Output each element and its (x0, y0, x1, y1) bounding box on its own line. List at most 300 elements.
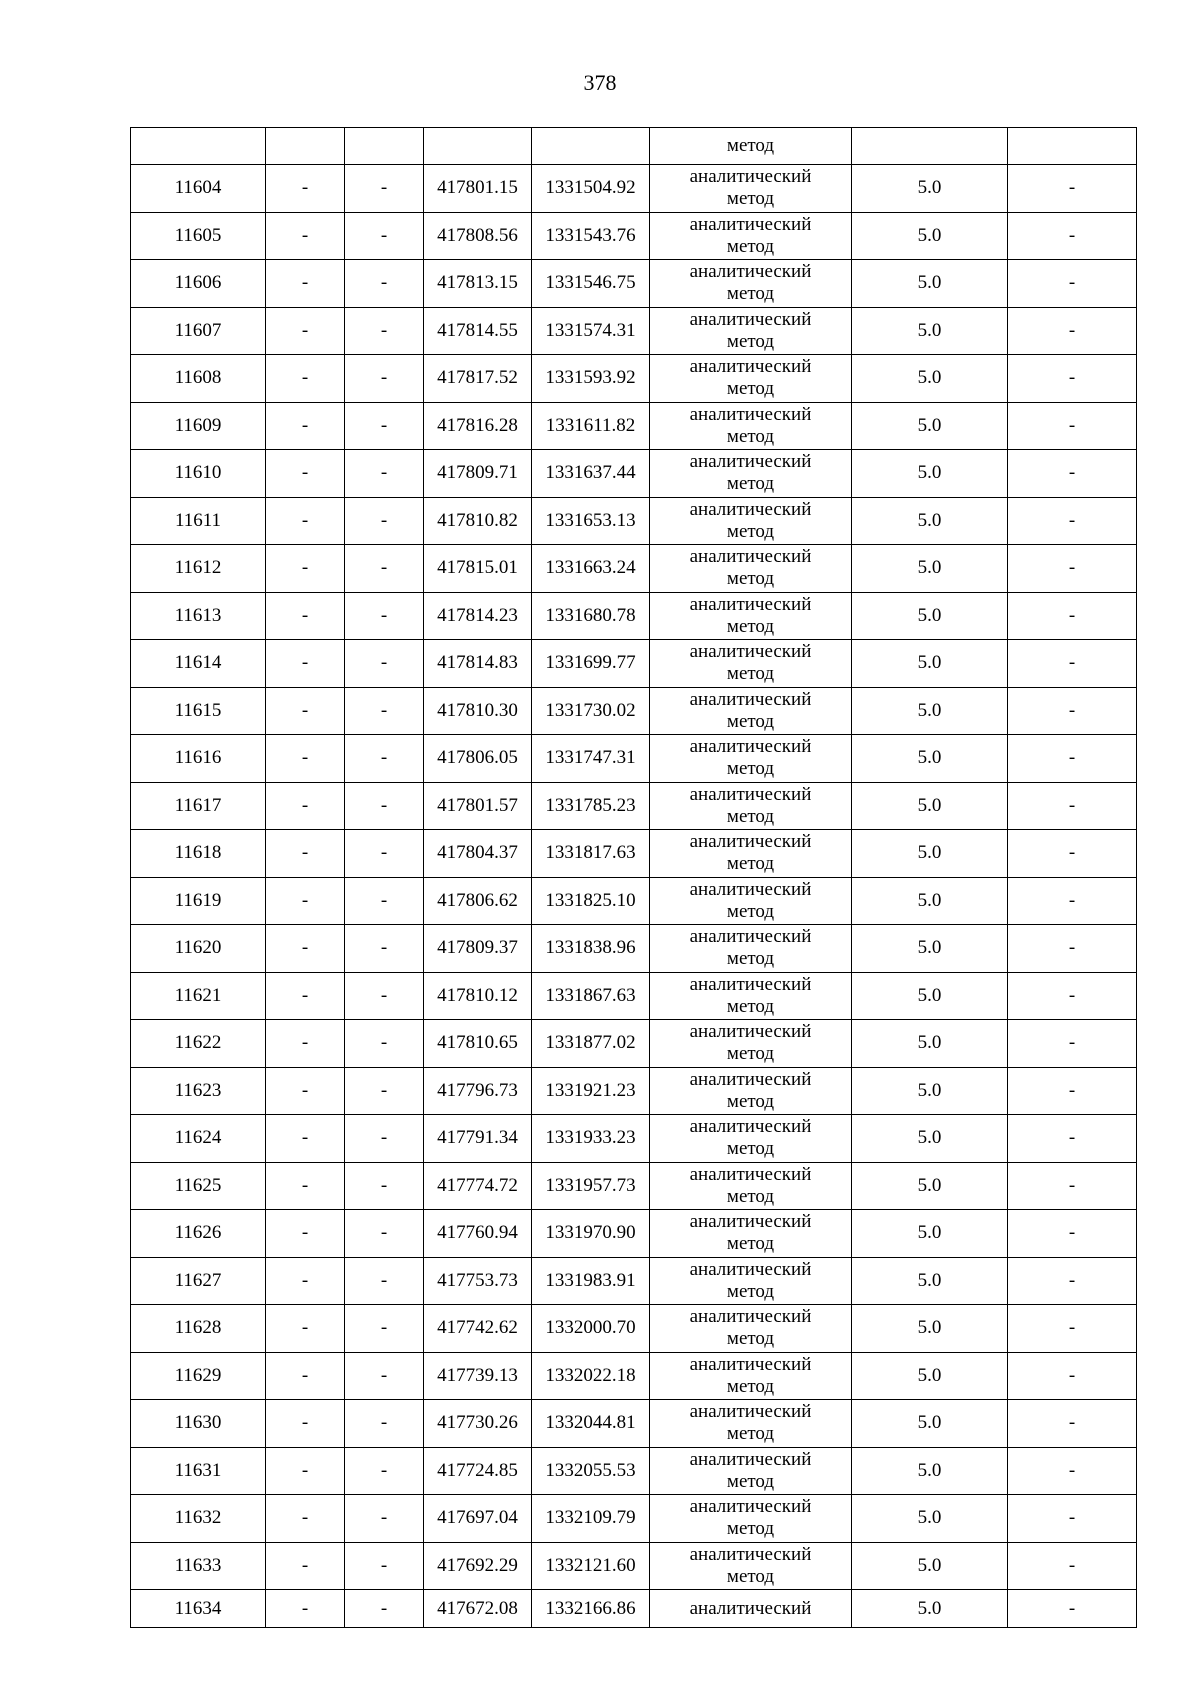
cell-accuracy: 5.0 (852, 972, 1008, 1020)
cell-accuracy: 5.0 (852, 1542, 1008, 1590)
cell-dash: - (345, 1400, 424, 1448)
cell-dash: - (345, 212, 424, 260)
table-row (131, 1067, 1137, 1115)
method-line-2: метод (726, 330, 775, 352)
cell-accuracy: 5.0 (852, 1115, 1008, 1163)
table-row (131, 830, 1137, 878)
table-row (131, 165, 1137, 213)
cell-point-number: 11623 (131, 1067, 266, 1115)
cell-dash: - (266, 260, 345, 308)
table-row (131, 307, 1137, 355)
cell-accuracy: 5.0 (852, 212, 1008, 260)
cell-dash: - (266, 972, 345, 1020)
table-row (131, 1495, 1137, 1543)
cell-method (650, 1210, 852, 1258)
table-row (131, 212, 1137, 260)
method-line-2: метод (726, 900, 775, 922)
cell-dash: - (345, 1210, 424, 1258)
cell-method (650, 1352, 852, 1400)
cell-y-coordinate: 1331663.24 (532, 545, 650, 593)
cell-dash: - (266, 212, 345, 260)
cell-dash: - (1008, 640, 1137, 688)
cell-x-coordinate: 417815.01 (424, 545, 532, 593)
cell-dash: - (1008, 1447, 1137, 1495)
cell-dash: - (345, 1162, 424, 1210)
cell-dash: - (1008, 545, 1137, 593)
cell-y-coordinate: 1331611.82 (532, 402, 650, 450)
cell-dash: - (1008, 1257, 1137, 1305)
cell-x-coordinate: 417801.57 (424, 782, 532, 830)
cell-dash: - (1008, 1067, 1137, 1115)
method-line-2: метод (726, 758, 775, 780)
cell-dash: - (1008, 1495, 1137, 1543)
cell-accuracy: 5.0 (852, 1210, 1008, 1258)
cell-point-number: 11619 (131, 877, 266, 925)
cell-dash: - (1008, 1352, 1137, 1400)
cell-method (650, 1447, 852, 1495)
cell-x-coordinate: 417742.62 (424, 1305, 532, 1353)
cell-method (650, 687, 852, 735)
cell-point-number: 11610 (131, 450, 266, 498)
cell-dash: - (345, 450, 424, 498)
cell-accuracy: 5.0 (852, 687, 1008, 735)
cell-empty (131, 128, 266, 165)
cell-dash: - (266, 592, 345, 640)
table-row (131, 1257, 1137, 1305)
cell-method (650, 212, 852, 260)
cell-accuracy: 5.0 (852, 735, 1008, 783)
method-line-2: метод (726, 853, 775, 875)
cell-dash: - (345, 165, 424, 213)
cell-y-coordinate: 1331593.92 (532, 355, 650, 403)
method-line-2: метод (726, 1233, 775, 1255)
cell-dash: - (266, 355, 345, 403)
cell-accuracy: 5.0 (852, 925, 1008, 973)
method-line-2: метод (726, 378, 775, 400)
cell-point-number: 11620 (131, 925, 266, 973)
table-row (131, 355, 1137, 403)
cell-dash: - (266, 1495, 345, 1543)
cell-y-coordinate: 1331504.92 (532, 165, 650, 213)
cell-y-coordinate: 1332022.18 (532, 1352, 650, 1400)
cell-point-number: 11630 (131, 1400, 266, 1448)
cell-dash: - (1008, 497, 1137, 545)
cell-y-coordinate: 1331546.75 (532, 260, 650, 308)
method-line-2: метод (726, 663, 775, 685)
method-line-1: аналитический (689, 926, 812, 948)
table-row (131, 735, 1137, 783)
method-line-1: аналитический (689, 261, 812, 283)
cell-dash: - (266, 925, 345, 973)
table-row (131, 1115, 1137, 1163)
cell-x-coordinate: 417791.34 (424, 1115, 532, 1163)
cell-dash: - (345, 735, 424, 783)
method-line-1: аналитический (689, 1211, 812, 1233)
cell-dash: - (345, 497, 424, 545)
cell-accuracy: 5.0 (852, 355, 1008, 403)
table-row (131, 545, 1137, 593)
table-row-last (131, 1590, 1137, 1628)
method-line-1: аналитический (689, 1258, 812, 1280)
cell-method (650, 1495, 852, 1543)
cell-dash: - (345, 972, 424, 1020)
method-line-2: метод (726, 1043, 775, 1065)
cell-point-number: 11612 (131, 545, 266, 593)
method-line-2: метод (726, 1138, 775, 1160)
cell-dash: - (266, 1590, 345, 1628)
cell-point-number: 11632 (131, 1495, 266, 1543)
cell-x-coordinate: 417809.37 (424, 925, 532, 973)
cell-dash: - (345, 1590, 424, 1628)
method-line-1: аналитический (689, 1068, 812, 1090)
method-line-1: аналитический (689, 356, 812, 378)
cell-dash: - (1008, 402, 1137, 450)
continuation-row (131, 128, 1137, 165)
method-line-1: аналитический (689, 1353, 812, 1375)
cell-point-number: 11616 (131, 735, 266, 783)
cell-x-coordinate: 417810.12 (424, 972, 532, 1020)
table-row (131, 1020, 1137, 1068)
cell-method (650, 925, 852, 973)
cell-dash: - (345, 545, 424, 593)
cell-x-coordinate: 417796.73 (424, 1067, 532, 1115)
method-line-2: метод (726, 615, 775, 637)
table-row (131, 877, 1137, 925)
cell-point-number: 11633 (131, 1542, 266, 1590)
cell-point-number: 11626 (131, 1210, 266, 1258)
cell-method (650, 1067, 852, 1115)
cell-x-coordinate: 417814.55 (424, 307, 532, 355)
method-line-1: аналитический (689, 593, 812, 615)
table-row (131, 260, 1137, 308)
cell-accuracy: 5.0 (852, 1447, 1008, 1495)
cell-dash: - (1008, 1400, 1137, 1448)
cell-accuracy: 5.0 (852, 1495, 1008, 1543)
cell-dash: - (1008, 1210, 1137, 1258)
cell-method (650, 640, 852, 688)
table-row (131, 1305, 1137, 1353)
table-row (131, 592, 1137, 640)
table-row (131, 782, 1137, 830)
cell-method (650, 260, 852, 308)
cell-dash: - (345, 1257, 424, 1305)
cell-accuracy: 5.0 (852, 830, 1008, 878)
cell-x-coordinate: 417810.82 (424, 497, 532, 545)
cell-y-coordinate: 1331574.31 (532, 307, 650, 355)
method-line-1: аналитический (689, 831, 812, 853)
cell-dash: - (1008, 1305, 1137, 1353)
cell-dash: - (345, 877, 424, 925)
method-line-2: метод (726, 235, 775, 257)
cell-y-coordinate: 1331653.13 (532, 497, 650, 545)
cell-dash: - (266, 1210, 345, 1258)
cell-point-number: 11604 (131, 165, 266, 213)
method-line-2: метод (726, 1280, 775, 1302)
method-line-1: аналитический (689, 451, 812, 473)
cell-dash: - (345, 1495, 424, 1543)
cell-dash: - (345, 925, 424, 973)
cell-dash: - (345, 402, 424, 450)
page-number: 378 (583, 70, 617, 95)
cell-method (650, 450, 852, 498)
cell-dash: - (266, 450, 345, 498)
cell-dash: - (1008, 925, 1137, 973)
cell-method (650, 1542, 852, 1590)
cell-accuracy: 5.0 (852, 307, 1008, 355)
cell-dash: - (1008, 735, 1137, 783)
cell-empty (345, 128, 424, 165)
cell-y-coordinate: 1331825.10 (532, 877, 650, 925)
cell-y-coordinate: 1331637.44 (532, 450, 650, 498)
cell-x-coordinate: 417810.65 (424, 1020, 532, 1068)
method-line-2: метод (726, 1423, 775, 1445)
cell-y-coordinate: 1331785.23 (532, 782, 650, 830)
method-line-2: метод (726, 188, 775, 210)
cell-method (650, 1115, 852, 1163)
cell-dash: - (266, 1305, 345, 1353)
cell-dash: - (1008, 830, 1137, 878)
cell-dash: - (266, 1542, 345, 1590)
method-line-2: метод (726, 1375, 775, 1397)
cell-dash: - (345, 260, 424, 308)
cell-dash: - (345, 1020, 424, 1068)
cell-method (650, 165, 852, 213)
cell-accuracy: 5.0 (852, 450, 1008, 498)
cell-y-coordinate: 1331921.23 (532, 1067, 650, 1115)
cell-dash: - (1008, 877, 1137, 925)
cell-method-continuation: метод (650, 128, 852, 165)
cell-accuracy: 5.0 (852, 877, 1008, 925)
cell-accuracy: 5.0 (852, 545, 1008, 593)
cell-x-coordinate: 417814.23 (424, 592, 532, 640)
cell-accuracy: 5.0 (852, 1257, 1008, 1305)
cell-point-number: 11606 (131, 260, 266, 308)
cell-y-coordinate: 1331699.77 (532, 640, 650, 688)
cell-dash: - (1008, 782, 1137, 830)
cell-dash: - (266, 402, 345, 450)
method-line-1: аналитический (689, 1543, 812, 1565)
cell-dash: - (266, 545, 345, 593)
cell-dash: - (345, 592, 424, 640)
cell-accuracy: 5.0 (852, 402, 1008, 450)
cell-point-number: 11605 (131, 212, 266, 260)
cell-dash: - (1008, 212, 1137, 260)
cell-empty (852, 128, 1008, 165)
table-row (131, 640, 1137, 688)
cell-dash: - (266, 497, 345, 545)
cell-dash: - (1008, 307, 1137, 355)
table-row (131, 925, 1137, 973)
cell-x-coordinate: 417813.15 (424, 260, 532, 308)
cell-point-number: 11617 (131, 782, 266, 830)
cell-point-number: 11618 (131, 830, 266, 878)
cell-empty (266, 128, 345, 165)
method-line-1: аналитический (689, 308, 812, 330)
cell-dash: - (345, 355, 424, 403)
cell-accuracy: 5.0 (852, 1305, 1008, 1353)
cell-y-coordinate: 1332044.81 (532, 1400, 650, 1448)
method-line-1: аналитический (689, 166, 812, 188)
cell-x-coordinate: 417753.73 (424, 1257, 532, 1305)
cell-x-coordinate: 417672.08 (424, 1590, 532, 1628)
method-line-1: аналитический (689, 878, 812, 900)
cell-x-coordinate: 417724.85 (424, 1447, 532, 1495)
cell-y-coordinate: 1331877.02 (532, 1020, 650, 1068)
cell-method (650, 972, 852, 1020)
cell-point-number: 11615 (131, 687, 266, 735)
cell-empty (424, 128, 532, 165)
method-line-2: метод (726, 710, 775, 732)
cell-point-number: 11621 (131, 972, 266, 1020)
method-line-1: аналитический (689, 1116, 812, 1138)
table-body (131, 128, 1137, 1628)
cell-dash: - (345, 1067, 424, 1115)
cell-x-coordinate: 417816.28 (424, 402, 532, 450)
cell-dash: - (266, 1162, 345, 1210)
cell-x-coordinate: 417809.71 (424, 450, 532, 498)
cell-x-coordinate: 417817.52 (424, 355, 532, 403)
cell-method (650, 1305, 852, 1353)
cell-point-number: 11624 (131, 1115, 266, 1163)
cell-y-coordinate: 1331543.76 (532, 212, 650, 260)
method-line-1: аналитический (689, 1401, 812, 1423)
cell-dash: - (266, 1447, 345, 1495)
method-line-2: метод (726, 805, 775, 827)
cell-accuracy: 5.0 (852, 1162, 1008, 1210)
cell-method (650, 497, 852, 545)
cell-point-number: 11625 (131, 1162, 266, 1210)
cell-dash: - (345, 1115, 424, 1163)
cell-method (650, 355, 852, 403)
cell-dash: - (1008, 972, 1137, 1020)
cell-dash: - (1008, 592, 1137, 640)
cell-x-coordinate: 417806.62 (424, 877, 532, 925)
table-row (131, 1352, 1137, 1400)
cell-accuracy: 5.0 (852, 165, 1008, 213)
cell-dash: - (266, 1400, 345, 1448)
cell-dash: - (1008, 355, 1137, 403)
cell-point-number: 11628 (131, 1305, 266, 1353)
cell-x-coordinate: 417697.04 (424, 1495, 532, 1543)
cell-dash: - (266, 640, 345, 688)
method-line-1: аналитический (689, 783, 812, 805)
cell-dash: - (345, 1542, 424, 1590)
cell-y-coordinate: 1331838.96 (532, 925, 650, 973)
cell-method (650, 877, 852, 925)
method-line-2: метод (726, 1518, 775, 1540)
table-row (131, 497, 1137, 545)
cell-x-coordinate: 417804.37 (424, 830, 532, 878)
cell-y-coordinate: 1331933.23 (532, 1115, 650, 1163)
method-line-2: метод (726, 1090, 775, 1112)
cell-dash: - (1008, 1115, 1137, 1163)
cell-method (650, 307, 852, 355)
cell-point-number: 11607 (131, 307, 266, 355)
cell-method (650, 735, 852, 783)
cell-x-coordinate: 417801.15 (424, 165, 532, 213)
cell-method (650, 830, 852, 878)
cell-dash: - (345, 687, 424, 735)
cell-y-coordinate: 1331983.91 (532, 1257, 650, 1305)
cell-y-coordinate: 1331730.02 (532, 687, 650, 735)
table-row (131, 402, 1137, 450)
cell-dash: - (1008, 1542, 1137, 1590)
cell-method (650, 1162, 852, 1210)
table-row (131, 1447, 1137, 1495)
cell-dash: - (266, 1352, 345, 1400)
cell-y-coordinate: 1331680.78 (532, 592, 650, 640)
cell-dash: - (1008, 165, 1137, 213)
cell-dash: - (266, 165, 345, 213)
method-line-2: метод (726, 520, 775, 542)
method-line-2: метод (726, 283, 775, 305)
cell-method (650, 782, 852, 830)
cell-accuracy: 5.0 (852, 1590, 1008, 1628)
coordinates-table (130, 127, 1137, 1628)
cell-dash: - (1008, 1162, 1137, 1210)
method-line-1: аналитический (689, 973, 812, 995)
cell-accuracy: 5.0 (852, 1352, 1008, 1400)
method-line-1: аналитический (689, 1163, 812, 1185)
cell-point-number: 11629 (131, 1352, 266, 1400)
cell-dash: - (1008, 450, 1137, 498)
method-line-2: метод (726, 1565, 775, 1587)
cell-method (650, 1400, 852, 1448)
cell-dash: - (266, 782, 345, 830)
cell-y-coordinate: 1331867.63 (532, 972, 650, 1020)
table-row (131, 972, 1137, 1020)
cell-y-coordinate: 1332166.86 (532, 1590, 650, 1628)
cell-empty (1008, 128, 1137, 165)
cell-point-number: 11613 (131, 592, 266, 640)
method-line-2: метод (726, 995, 775, 1017)
cell-dash: - (345, 1352, 424, 1400)
cell-x-coordinate: 417739.13 (424, 1352, 532, 1400)
cell-x-coordinate: 417730.26 (424, 1400, 532, 1448)
cell-x-coordinate: 417808.56 (424, 212, 532, 260)
table-row (131, 687, 1137, 735)
cell-dash: - (266, 735, 345, 783)
cell-x-coordinate: 417774.72 (424, 1162, 532, 1210)
cell-method (650, 402, 852, 450)
cell-dash: - (345, 1305, 424, 1353)
method-line-1: аналитический (689, 213, 812, 235)
method-line-1: аналитический (689, 1448, 812, 1470)
cell-y-coordinate: 1332000.70 (532, 1305, 650, 1353)
cell-x-coordinate: 417806.05 (424, 735, 532, 783)
cell-x-coordinate: 417814.83 (424, 640, 532, 688)
cell-accuracy: 5.0 (852, 592, 1008, 640)
cell-x-coordinate: 417760.94 (424, 1210, 532, 1258)
method-line-2: метод (726, 1328, 775, 1350)
method-line-2: метод (726, 473, 775, 495)
cell-y-coordinate: 1332109.79 (532, 1495, 650, 1543)
table-row (131, 450, 1137, 498)
cell-dash: - (266, 687, 345, 735)
table-row (131, 1542, 1137, 1590)
cell-dash: - (266, 307, 345, 355)
cell-point-number: 11631 (131, 1447, 266, 1495)
cell-dash: - (266, 877, 345, 925)
cell-dash: - (1008, 687, 1137, 735)
cell-method (650, 592, 852, 640)
cell-dash: - (266, 1257, 345, 1305)
cell-dash: - (266, 1067, 345, 1115)
cell-x-coordinate: 417810.30 (424, 687, 532, 735)
cell-accuracy: 5.0 (852, 782, 1008, 830)
cell-y-coordinate: 1331957.73 (532, 1162, 650, 1210)
cell-point-number: 11611 (131, 497, 266, 545)
